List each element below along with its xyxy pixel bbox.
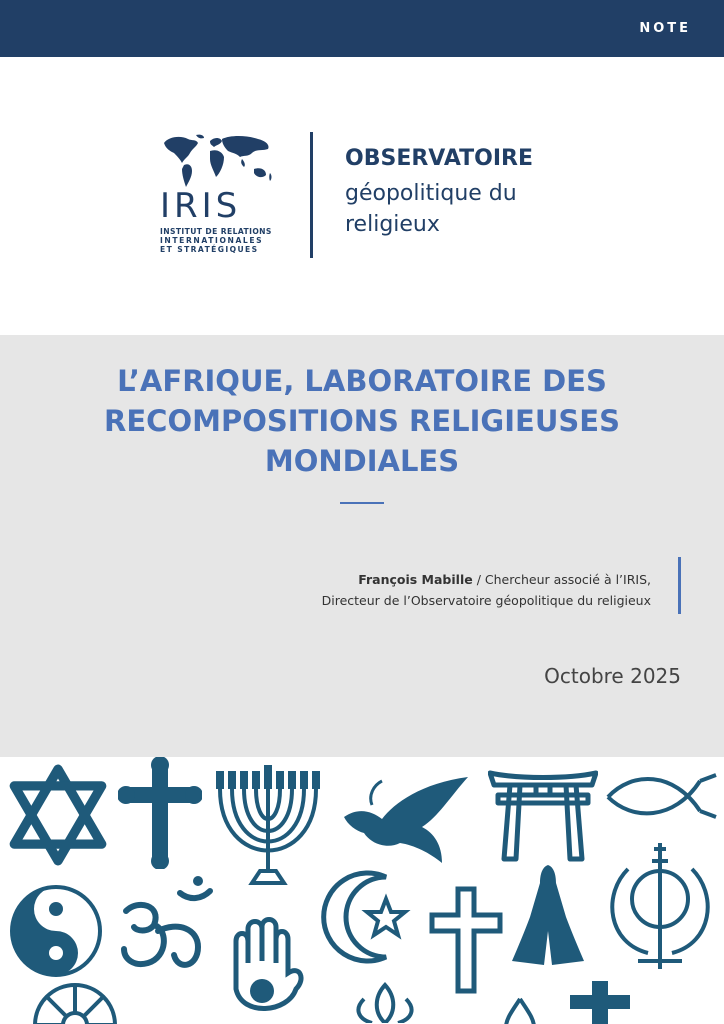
- iris-name-line: INTERNATIONALES: [160, 236, 264, 245]
- world-map-icon: [158, 133, 278, 191]
- yin-yang-icon: [8, 883, 104, 979]
- report-title: [40, 361, 684, 481]
- author-accent-bar: [678, 557, 681, 614]
- lotus-icon: [340, 979, 430, 1023]
- khanda-icon: [598, 839, 722, 979]
- ichthys-icon: [604, 771, 720, 821]
- iris-logo: [158, 133, 288, 261]
- menorah-icon: [212, 759, 324, 899]
- author-line: [231, 569, 651, 590]
- dove-icon: [338, 767, 478, 867]
- iris-name-line: INSTITUT DE RELATIONS: [160, 227, 272, 236]
- latin-cross-icon: [428, 885, 504, 995]
- star-of-david-icon: [6, 763, 110, 867]
- publication-date: Octobre 2025: [544, 664, 681, 688]
- observatory-subtitle-line: religieux: [345, 212, 440, 237]
- teardrop-icon: [500, 997, 540, 1024]
- iris-full-name: [160, 227, 282, 254]
- iris-name-line: ET STRATÉGIQUES: [160, 245, 259, 254]
- author-title: Directeur de l’Observatoire géopolitique du religieux: [321, 593, 651, 608]
- iris-brand: IRIS: [160, 186, 242, 226]
- report-title-line: MONDIALES: [264, 444, 460, 478]
- cross-icon: [570, 981, 630, 1024]
- om-icon: [118, 871, 218, 981]
- crescent-star-icon: [316, 867, 416, 967]
- author-role: / Chercheur associé à l’IRIS,: [472, 572, 651, 587]
- religious-symbols-banner: [0, 757, 724, 1024]
- author-info: [231, 569, 651, 611]
- report-title-line: RECOMPOSITIONS RELIGIEUSES: [104, 404, 620, 438]
- observatory-subtitle-line: géopolitique du: [345, 181, 517, 206]
- author-name: François Mabille: [358, 572, 473, 587]
- observatory-subtitle: [345, 178, 585, 240]
- cross-icon: [118, 757, 202, 869]
- title-underline: [340, 502, 384, 504]
- document-type-label: NOTE: [639, 21, 691, 36]
- praying-hands-icon: [508, 861, 588, 973]
- hamsa-icon: [222, 917, 306, 1024]
- observatory-title: OBSERVATOIRE: [345, 146, 533, 171]
- dharma-wheel-icon: [20, 981, 130, 1024]
- torii-gate-icon: [488, 767, 598, 863]
- report-title-line: L’AFRIQUE, LABORATOIRE DES: [117, 364, 607, 398]
- logo-divider: [310, 132, 313, 258]
- header-band: [0, 0, 724, 57]
